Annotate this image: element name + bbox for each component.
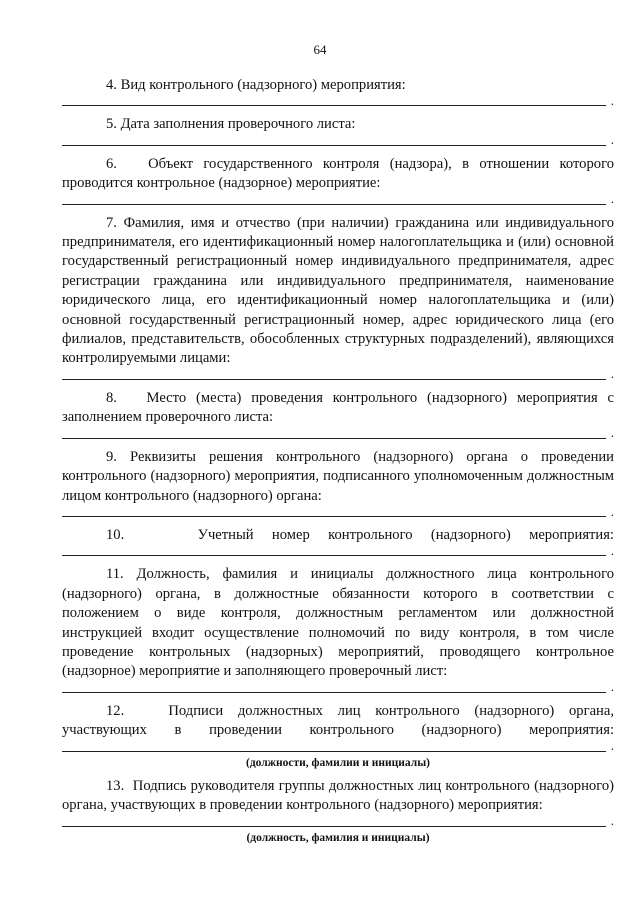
item-12-text: 12. Подписи должностных лиц контрольного (надзорного) органа, участвующих в проведении контрольного (надзорного) мероприятия: [62,702,614,739]
item-5-fill-line[interactable] [62,135,606,146]
item-6 [62,155,614,205]
item-9 [62,448,614,517]
checklist-form [62,76,614,852]
item-10 [62,526,614,556]
item-7 [62,214,614,380]
item-6-fill-line[interactable] [62,194,606,205]
page-number: 64 [313,42,327,57]
item-7-text: 7. Фамилия, имя и отчество (при наличии) гражданина или индивидуального предпринимателя, его идентификационный номер налогоплательщика и (или) основной государственный регистрационный номер индивидуального предпринимателя, адрес регистрации гражданина или индивидуального предпринимателя, наименование юридического лица, его идентификационный номер налогоплательщика и (или) основной государственный регистрационный номер, адрес юридического лица (его филиалов, представительств, обособленных структурных подразделений), являющихся контролируемыми лицами: [62,214,614,367]
item-9-text: 9. Реквизиты решения контрольного (надзорного) органа о проведении контрольного (надзорного) мероприятия, подписанного уполномоченным должностным лицом контрольного (надзорного) органа: [62,448,614,504]
item-11 [62,565,614,692]
item-12 [62,702,614,773]
item-9-fill-line[interactable] [62,506,606,517]
item-10-text: 10. Учетный номер контрольного (надзорного) мероприятия: [106,526,614,543]
item-13 [62,777,614,848]
item-4 [62,76,614,106]
item-12-fill-line[interactable] [62,741,606,752]
item-12-caption: (должности, фамилии и инициалы) [245,756,431,769]
item-8-fill-line[interactable] [62,428,606,439]
item-6-text: 6. Объект государственного контроля (надзора), в отношении которого проводится контрольное (надзорное) мероприятие: [62,155,614,192]
item-8 [62,389,614,439]
item-13-caption: (должность, фамилия и инициалы) [246,831,430,844]
item-11-text: 11. Должность, фамилия и инициалы должностного лица контрольного (надзорного) органа, в должностные обязанности которого в соответствии с положением о виде контроля, должностным регламентом или должностной инструкцией входит осуществление полномочий по виду контроля, в том числе проведение контрольных (надзорных) мероприятий, проводящего контрольное (надзорное) мероприятие и заполняющего проверочный лист: [62,566,614,680]
item-5-text: 5. Дата заполнения проверочного листа: [106,116,356,133]
item-4-text: 4. Вид контрольного (надзорного) мероприятия: [106,77,406,93]
item-8-text: 8. Место (места) проведения контрольного (надзорного) мероприятия с заполнением проверочного листа: [62,389,614,426]
item-13-text: 13. Подпись руководителя группы должностных лиц контрольного (надзорного) органа, участвующих в проведении контрольного (надзорного) мероприятия: [62,777,614,814]
item-7-fill-line[interactable] [62,369,606,380]
item-10-fill-line[interactable] [62,545,606,556]
item-13-fill-line[interactable] [62,816,606,827]
item-4-fill-line[interactable] [62,95,606,106]
item-11-fill-line[interactable] [62,682,606,693]
item-5 [62,115,614,145]
